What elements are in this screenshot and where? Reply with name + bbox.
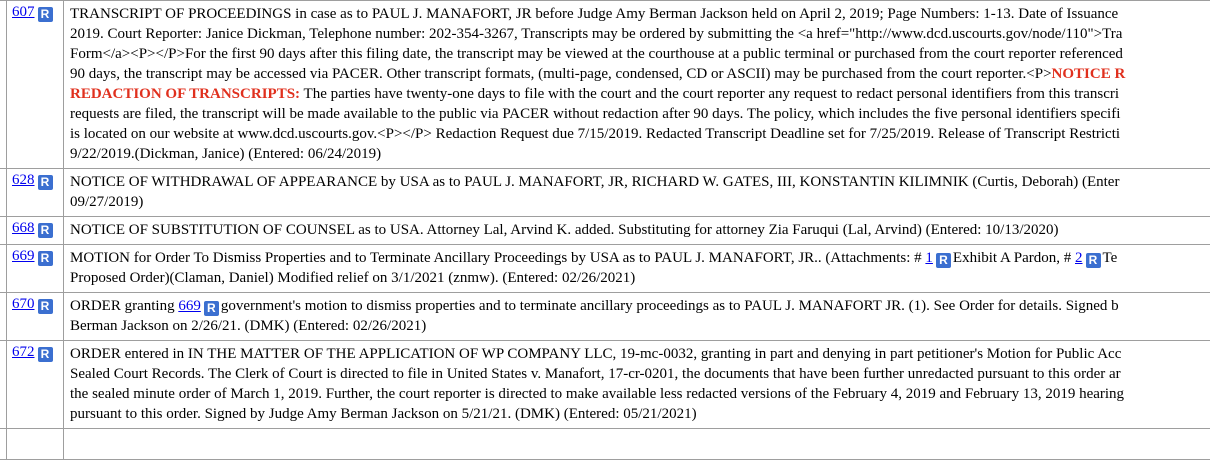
entry-number-cell (7, 169, 64, 216)
entry-text (64, 341, 1210, 428)
entry-text (64, 293, 1210, 340)
entry-text-segment: 90 days, the transcript may be accessed via PACER. Other transcript formats, (multi-page, condensed, CD or ASCII) may be purchased from the court reporter.<P> (70, 66, 1052, 82)
entry-text-line: 09/27/2019) (70, 194, 144, 210)
entry-date-cell (0, 245, 7, 292)
docket-entry-628 (0, 169, 1210, 217)
entry-text (64, 217, 1210, 244)
notice-heading: NOTICE R (1051, 66, 1126, 82)
entry-text-segment: ORDER granting (70, 298, 179, 314)
entry-text (64, 1, 1210, 168)
entry-text-line: 9/22/2019.(Dickman, Janice) (Entered: 06/24/2019) (70, 146, 382, 162)
docket-entry-607 (0, 1, 1210, 169)
entry-text-segment: Te (1102, 250, 1118, 266)
recap-r-icon[interactable]: R (38, 299, 53, 314)
entry-date-cell (0, 169, 7, 216)
entry-number-cell (7, 429, 64, 459)
recap-r-icon[interactable]: R (38, 347, 53, 362)
docket-669-link[interactable]: 669 (178, 298, 201, 314)
attachment-1-link[interactable]: 1 (925, 250, 933, 266)
entry-text (64, 429, 1210, 459)
attachment-2-link[interactable]: 2 (1075, 250, 1083, 266)
entry-text-segment: Exhibit A Pardon, # (952, 250, 1075, 266)
entry-text-line (70, 84, 1210, 104)
entry-text-line: Sealed Court Records. The Clerk of Court is directed to file in United States v. Manafort, 17-cr-0201, the documents that have been further unredacted pursuant to this order ar (70, 366, 1121, 382)
recap-r-icon[interactable]: R (204, 301, 219, 316)
entry-text-line: Berman Jackson on 2/26/21. (DMK) (Entered: 02/26/2021) (70, 318, 427, 334)
entry-text-segment: The parties have twenty-one days to file with the court and the court reporter any request to redact personal identifiers from this transcri (300, 86, 1120, 102)
recap-r-icon[interactable]: R (38, 251, 53, 266)
entry-date-cell (0, 217, 7, 244)
docket-number-link[interactable]: 672 (12, 344, 35, 360)
docket-entry-next (0, 429, 1210, 460)
recap-r-icon[interactable]: R (38, 223, 53, 238)
entry-text-line: NOTICE OF SUBSTITUTION OF COUNSEL as to USA. Attorney Lal, Arvind K. added. Substituting for attorney Zia Faruqui (Lal, Arvind) (Entered: 10/13/2020) (70, 222, 1059, 238)
entry-text-line: requests are filed, the transcript will be made available to the public via PACER without redaction after 90 days. The policy, which includes the five personal identifiers specifi (70, 106, 1121, 122)
entry-text-segment: government's motion to dismiss properties and to terminate ancillary proceedings as to PAUL J. MANAFORT JR. (1). See Order for details. Signed b (220, 298, 1119, 314)
entry-text-line (70, 296, 1210, 316)
recap-r-icon[interactable]: R (1086, 253, 1101, 268)
docket-number-link[interactable]: 628 (12, 172, 35, 188)
entry-number-cell (7, 1, 64, 168)
entry-date-cell (0, 293, 7, 340)
docket-number-link[interactable]: 669 (12, 248, 35, 264)
entry-number-cell (7, 217, 64, 244)
docket-entry-669 (0, 245, 1210, 293)
entry-text-line: is located on our website at www.dcd.uscourts.gov.<P></P> Redaction Request due 7/15/2019. Redacted Transcript Deadline set for 7/25/2019. Release of Transcript Restricti (70, 126, 1121, 142)
entry-text (64, 245, 1210, 292)
entry-date-cell (0, 429, 7, 459)
recap-r-icon[interactable]: R (38, 175, 53, 190)
entry-text-line: the sealed minute order of March 1, 2019. Further, the court reporter is directed to make available less redacted versions of the February 4, 2019 and February 13, 2019 hearing (70, 386, 1125, 402)
recap-r-icon[interactable]: R (38, 7, 53, 22)
entry-text-line: Form</a><P></P>For the first 90 days after this filing date, the transcript may be viewed at the courthouse at a public terminal or purchased from the court reporter referenced (70, 46, 1123, 62)
entry-number-cell (7, 341, 64, 428)
docket-entry-672 (0, 341, 1210, 429)
entry-date-cell (0, 1, 7, 168)
entry-text-line: Proposed Order)(Claman, Daniel) Modified relief on 3/1/2021 (znmw). (Entered: 02/26/2021) (70, 270, 636, 286)
docket-number-link[interactable]: 668 (12, 220, 35, 236)
docket-entry-668 (0, 217, 1210, 245)
entry-text-line: ORDER entered in IN THE MATTER OF THE APPLICATION OF WP COMPANY LLC, 19-mc-0032, granting in part and denying in part petitioner's Motion for Public Acc (70, 346, 1122, 362)
entry-text-segment: MOTION for Order To Dismiss Properties and to Terminate Ancillary Proceedings by USA as to PAUL J. MANAFORT, JR.. (Attachments: # (70, 250, 926, 266)
entry-text-line: TRANSCRIPT OF PROCEEDINGS in case as to PAUL J. MANAFORT, JR before Judge Amy Berman Jackson held on April 2, 2019; Page Numbers: 1-13. Date of Issuance (70, 6, 1119, 22)
recap-r-icon[interactable]: R (936, 253, 951, 268)
entry-text (64, 169, 1210, 216)
entry-text-line: pursuant to this order. Signed by Judge Amy Berman Jackson on 5/21/21. (DMK) (Entered: 05/21/2021) (70, 406, 697, 422)
entry-number-cell (7, 245, 64, 292)
entry-number-cell (7, 293, 64, 340)
entry-text-line (70, 64, 1210, 84)
entry-date-cell (0, 341, 7, 428)
entry-text-line: NOTICE OF WITHDRAWAL OF APPEARANCE by USA as to PAUL J. MANAFORT, JR, RICHARD W. GATES, III, KONSTANTIN KILIMNIK (Curtis, Deborah) (Enter (70, 174, 1120, 190)
docket-number-link[interactable]: 607 (12, 4, 35, 20)
entry-text-line (70, 248, 1210, 268)
docket-entry-670 (0, 293, 1210, 341)
redaction-heading: REDACTION OF TRANSCRIPTS: (70, 86, 301, 102)
docket-number-link[interactable]: 670 (12, 296, 35, 312)
entry-text-line: 2019. Court Reporter: Janice Dickman, Telephone number: 202-354-3267, Transcripts may be ordered by submitting the <a href="http://www.dcd.uscourts.gov/node/110">Tra (70, 26, 1123, 42)
